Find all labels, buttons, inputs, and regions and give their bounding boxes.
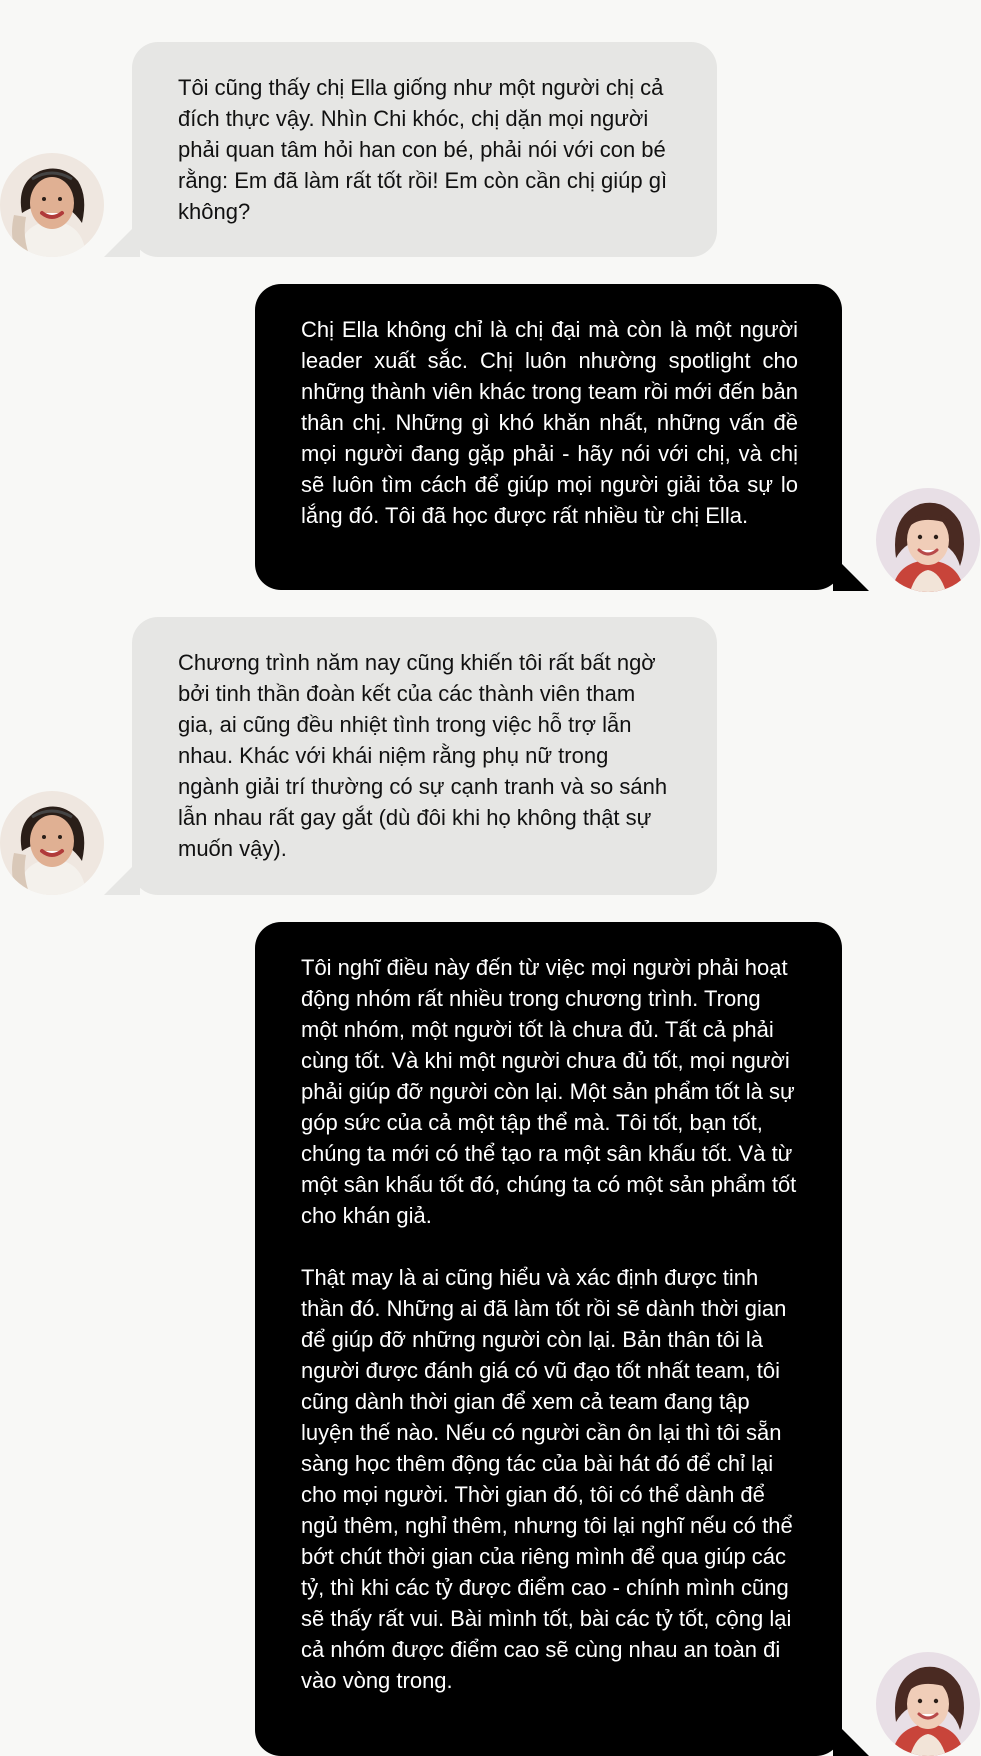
woman-avatar-ella-icon [0, 791, 104, 895]
avatar-ella [0, 791, 104, 895]
message-bubble-ella [132, 617, 717, 895]
bubble-tail [104, 221, 140, 257]
message-text: Chị Ella không chỉ là chị đại mà còn là một người leader xuất sắc. Chị luôn nhường spotlight cho những thành viên khác trong team rồi mới đến bản thân chị. Những gì khó khăn nhất, những vấn đề mọi người đang gặp phải - hãy nói với chị, và chị sẽ luôn tìm cách để giúp mọi người giải tỏa sự lo lắng đó. Tôi đã học được rất nhiều từ chị Ella. [301, 317, 798, 528]
woman-avatar-chi-icon [876, 488, 980, 592]
message-bubble-ella [132, 42, 717, 257]
message-bubble-chi [255, 284, 842, 590]
message-text: Tôi cũng thấy chị Ella giống như một người chị cả đích thực vậy. Nhìn Chi khóc, chị dặn mọi người phải quan tâm hỏi han con bé, phải nói với con bé rằng: Em đã làm rất tốt rồi! Em còn cần chị giúp gì không? [178, 75, 668, 224]
woman-avatar-chi-icon [876, 1652, 980, 1756]
bubble-tail [104, 859, 140, 895]
bubble-tail [833, 1720, 869, 1756]
avatar-ella [0, 153, 104, 257]
message-text: Thật may là ai cũng hiểu và xác định được tinh thần đó. Những ai đã làm tốt rồi sẽ dành thời gian để giúp đỡ những người còn lại. Bản thân tôi là người được đánh giá có vũ đạo tốt nhất team, tôi cũng dành thời gian để xem cả team đang tập luyện thế nào. Nếu có người cần ôn lại thì tôi sẵn sàng học thêm động tác của bài hát đó để chỉ lại cho mọi người. Thời gian đó, tôi có thể dành để ngủ thêm, nghỉ thêm, nhưng tôi lại nghĩ nếu có thể bớt chút thời gian của riêng mình để qua giúp các tỷ, thì khi các tỷ được điểm cao - chính mình cũng sẽ thấy rất vui. Bài mình tốt, bài các tỷ tốt, cộng lại cả nhóm được điểm cao sẽ cùng nhau an toàn đi vào vòng trong. [301, 1265, 793, 1693]
message-text: Tôi nghĩ điều này đến từ việc mọi người phải hoạt động nhóm rất nhiều trong chương trình. Trong một nhóm, một người tốt là chưa đủ. Tất cả phải cùng tốt. Và khi một người chưa đủ tốt, mọi người phải giúp đỡ người còn lại. Một sản phẩm tốt là sự góp sức của cả một tập thể mà. Tôi tốt, bạn tốt, chúng ta mới có thể tạo ra một sân khấu tốt. Và từ một sân khấu tốt đó, chúng ta có một sản phẩm tốt cho khán giả. [301, 955, 797, 1228]
message-bubble-chi [255, 922, 842, 1756]
woman-avatar-ella-icon [0, 153, 104, 257]
avatar-chi [876, 488, 980, 592]
avatar-chi [876, 1652, 980, 1756]
message-text: Chương trình năm nay cũng khiến tôi rất bất ngờ bởi tinh thần đoàn kết của các thành viên tham gia, ai cũng đều nhiệt tình trong việc hỗ trợ lẫn nhau. Khác với khái niệm rằng phụ nữ trong ngành giải trí thường có sự cạnh tranh và so sánh lẫn nhau rất gay gắt (dù đôi khi họ không thật sự muốn vậy). [178, 650, 668, 861]
bubble-tail [833, 555, 869, 591]
